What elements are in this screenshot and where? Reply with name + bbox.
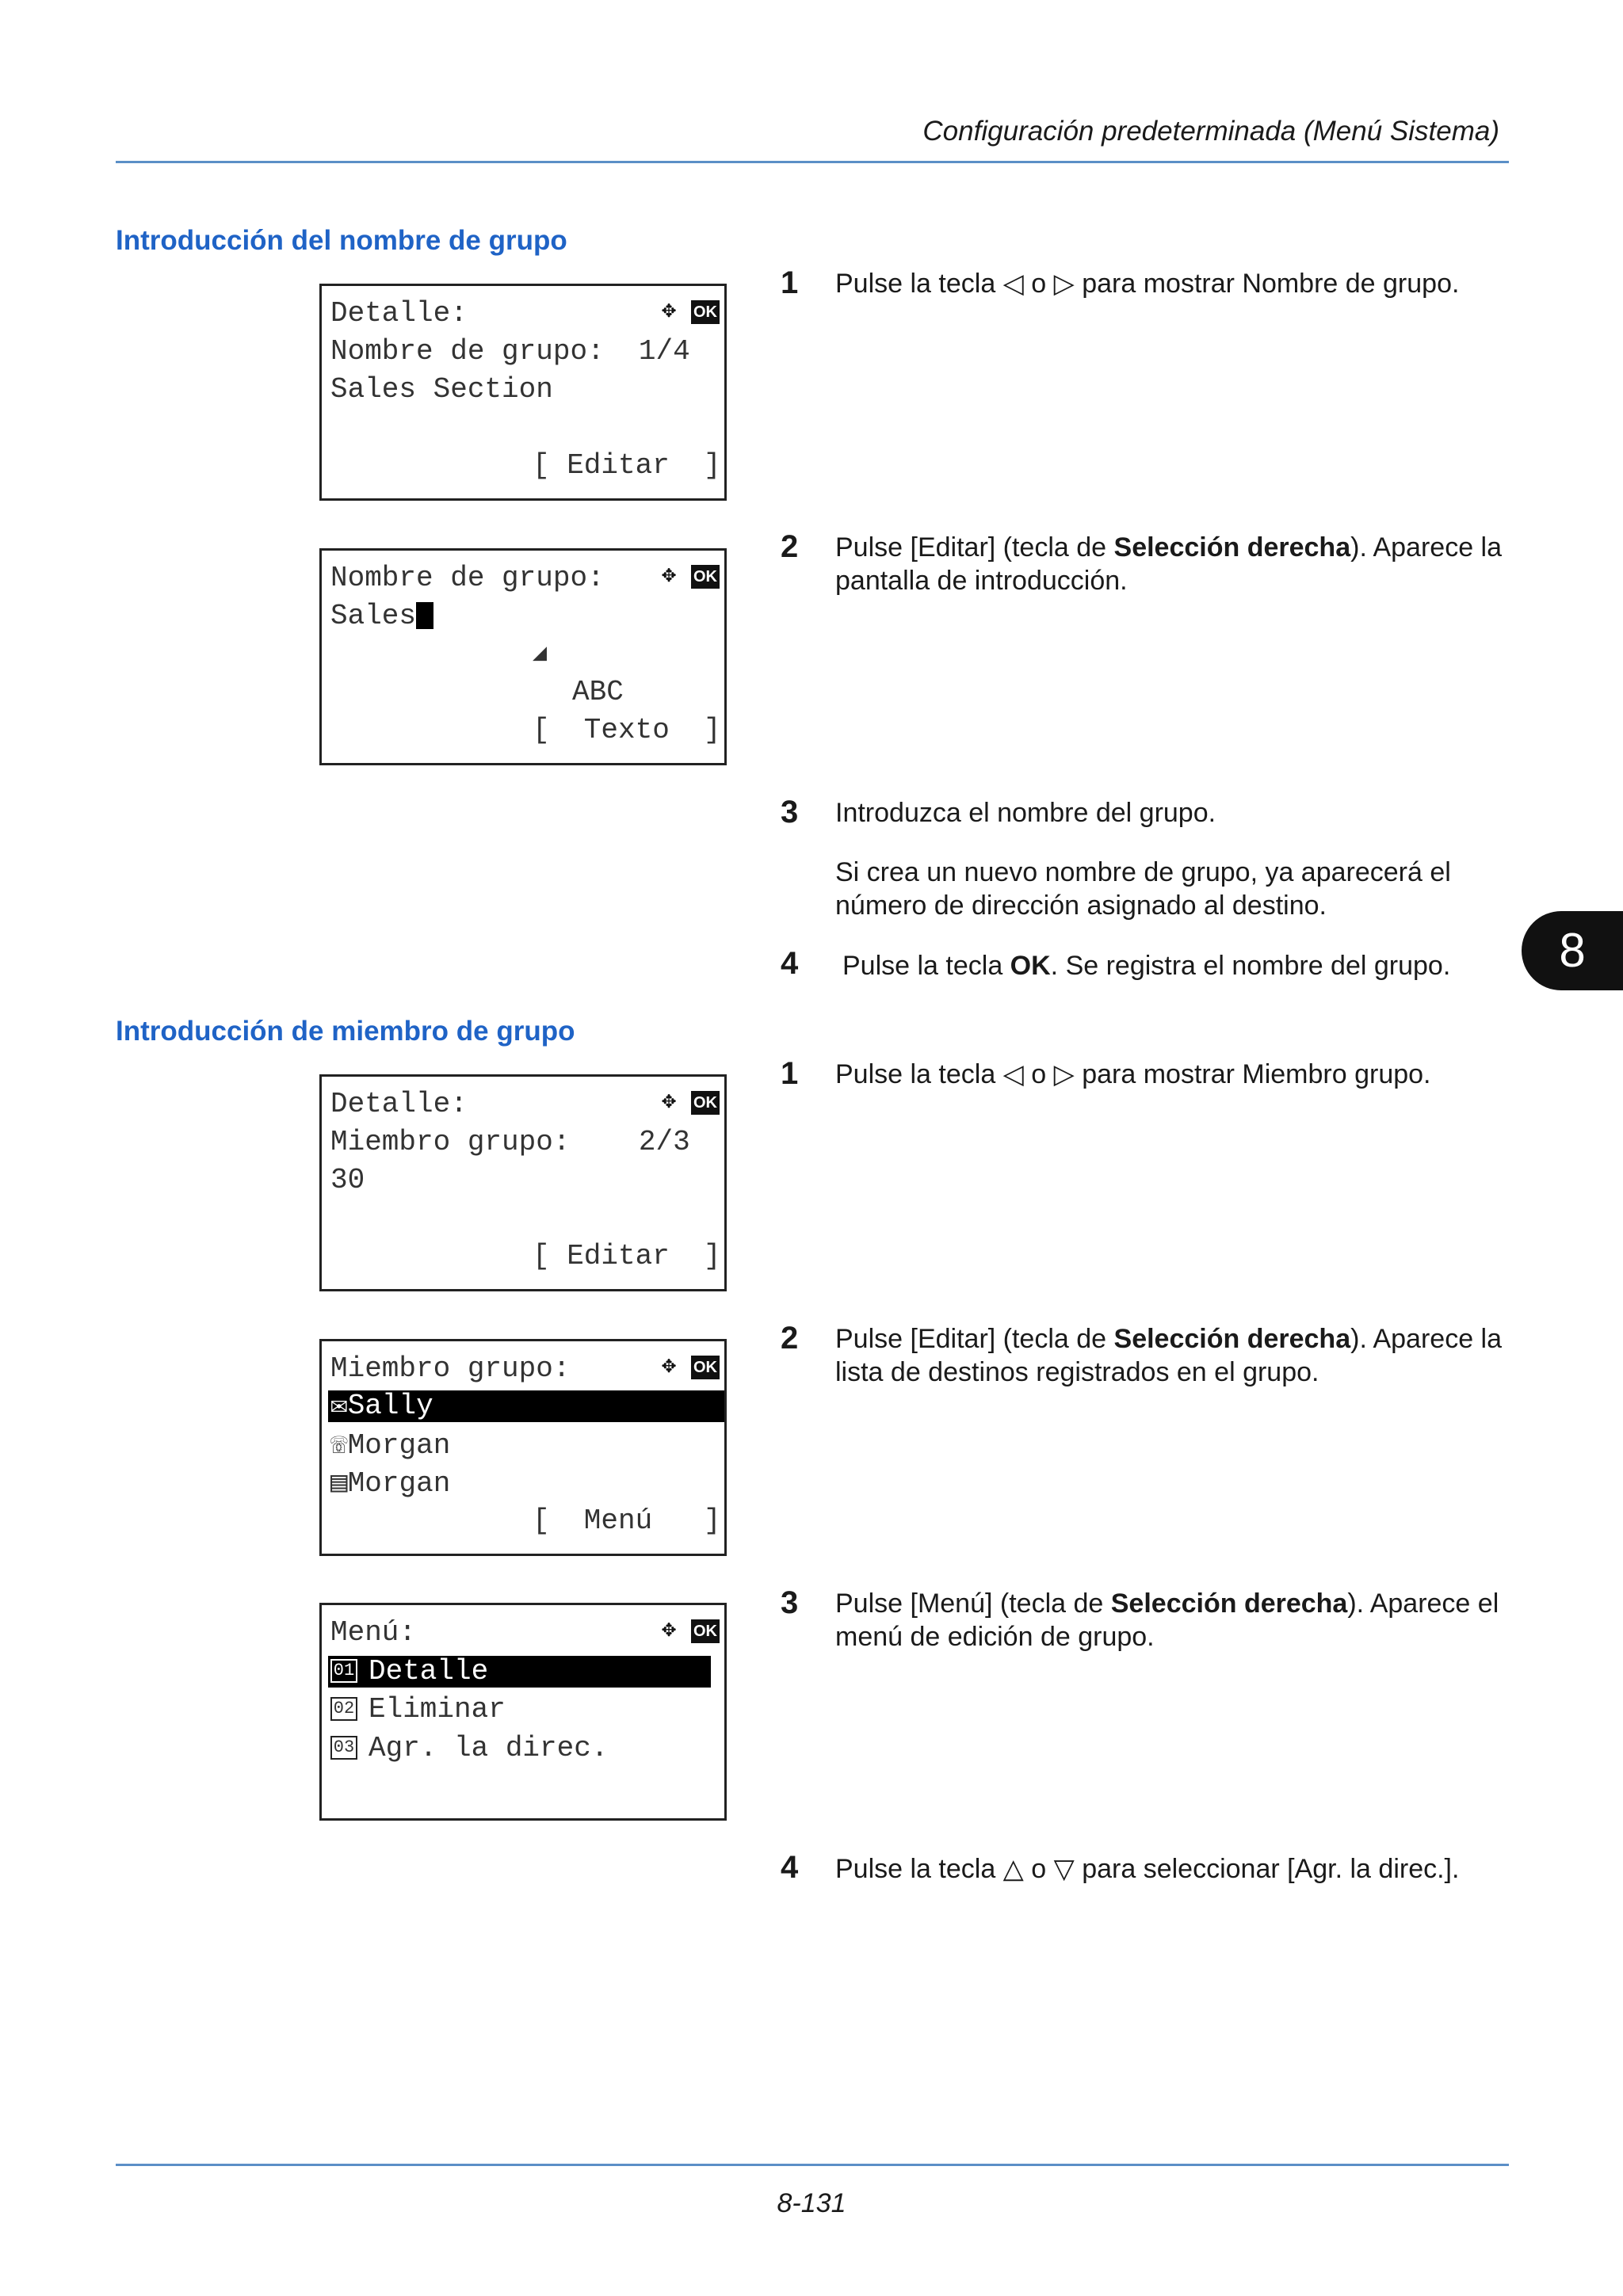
lcd-line: Menú: <box>330 1616 417 1649</box>
step-text: Pulse [Menú] (tecla de Selección derecha). Aparece el menú de edición de grupo. <box>835 1589 1499 1652</box>
ok-icon: OK <box>691 300 720 324</box>
lcd-line <box>330 601 433 632</box>
page-number: 8-131 <box>777 2188 846 2218</box>
footer-rule <box>116 2164 1509 2166</box>
lcd-screen-member-list <box>319 1339 727 1556</box>
ok-icon: OK <box>691 1356 720 1379</box>
lcd-line: Detalle: <box>330 297 468 330</box>
section-title-group-member: Introducción de miembro de grupo <box>116 1016 575 1047</box>
menu-item <box>330 1733 608 1764</box>
navigation-arrows-icon: ✥ <box>661 1353 677 1380</box>
step-number: 2 <box>781 529 799 564</box>
menu-item <box>330 1694 506 1726</box>
menu-number: 01 <box>330 1659 357 1683</box>
member-name: Sally <box>347 1390 433 1422</box>
step-number: 2 <box>781 1321 799 1356</box>
input-text: Sales <box>330 600 417 632</box>
softkey-label: [ Editar ] <box>533 1240 721 1272</box>
lcd-screen-group-name-detail <box>319 284 727 501</box>
email-icon: ✉ <box>330 1390 348 1422</box>
lcd-screen-menu <box>319 1603 727 1821</box>
header-rule <box>116 161 1509 163</box>
ok-icon: OK <box>691 1619 720 1643</box>
lcd-line: Detalle: <box>330 1088 468 1120</box>
pointer-icon: ◢ <box>533 641 548 668</box>
menu-label: Eliminar <box>369 1693 506 1726</box>
step-number: 3 <box>781 795 799 830</box>
lcd-line: Miembro grupo: 2/3 <box>330 1126 690 1158</box>
softkey-label: [ Editar ] <box>533 449 721 482</box>
menu-label: Detalle <box>369 1655 489 1688</box>
selected-list-item <box>328 1390 724 1422</box>
chapter-tab: 8 <box>1522 911 1623 990</box>
list-item <box>330 1430 450 1462</box>
step-text: Pulse la tecla ◁ o ▷ para mostrar Miembro grupo. <box>835 1059 1431 1089</box>
menu-number: 03 <box>330 1736 357 1760</box>
text-cursor <box>416 602 433 629</box>
menu-number: 02 <box>330 1697 357 1721</box>
lcd-line: Nombre de grupo: <box>330 562 605 594</box>
lcd-screen-member-detail <box>319 1074 727 1291</box>
folder-icon: ▤ <box>330 1467 348 1500</box>
step-text: Pulse [Editar] (tecla de Selección derecha). Aparece la pantalla de introducción. <box>835 532 1503 596</box>
ok-icon: OK <box>691 1091 720 1115</box>
step-text: Pulse [Editar] (tecla de Selección derecha). Aparece la lista de destinos registrados en el grupo. <box>835 1324 1503 1387</box>
step-number: 1 <box>781 1056 799 1091</box>
step-note: Si crea un nuevo nombre de grupo, ya aparecerá el número de dirección asignado al destino. <box>835 857 1451 921</box>
ok-icon: OK <box>691 565 720 589</box>
lcd-line: Sales Section <box>330 373 553 406</box>
navigation-arrows-icon: ✥ <box>661 563 677 589</box>
softkey-label: [ Texto ] <box>533 714 721 746</box>
member-name: Morgan <box>347 1467 451 1500</box>
input-mode: ABC <box>572 676 624 708</box>
step-number: 4 <box>781 1850 799 1885</box>
softkey-label: [ Menú ] <box>533 1505 721 1537</box>
step-text: Pulse la tecla ◁ o ▷ para mostrar Nombre de grupo. <box>835 269 1460 299</box>
step-text: Pulse la tecla OK. Se registra el nombre del grupo. <box>842 951 1451 981</box>
lcd-line: Miembro grupo: <box>330 1352 571 1385</box>
menu-label: Agr. la direc. <box>369 1732 609 1764</box>
member-name: Morgan <box>347 1429 451 1462</box>
step-text: Introduzca el nombre del grupo. <box>835 798 1216 828</box>
lcd-screen-group-name-input <box>319 548 727 765</box>
navigation-arrows-icon: ✥ <box>661 1617 677 1644</box>
lcd-line: 30 <box>330 1164 365 1196</box>
step-number: 1 <box>781 265 799 300</box>
selected-menu-item <box>328 1656 711 1688</box>
step-text: Pulse la tecla △ o ▽ para seleccionar [Agr. la direc.]. <box>835 1854 1460 1884</box>
section-title-group-name: Introducción del nombre de grupo <box>116 225 567 256</box>
fax-icon: ☏ <box>330 1429 348 1462</box>
navigation-arrows-icon: ✥ <box>661 298 677 325</box>
running-header: Configuración predeterminada (Menú Sistema) <box>922 116 1499 147</box>
lcd-line: Nombre de grupo: 1/4 <box>330 335 690 368</box>
step-number: 3 <box>781 1585 799 1620</box>
step-number: 4 <box>781 946 799 981</box>
list-item <box>330 1468 450 1500</box>
navigation-arrows-icon: ✥ <box>661 1089 677 1116</box>
